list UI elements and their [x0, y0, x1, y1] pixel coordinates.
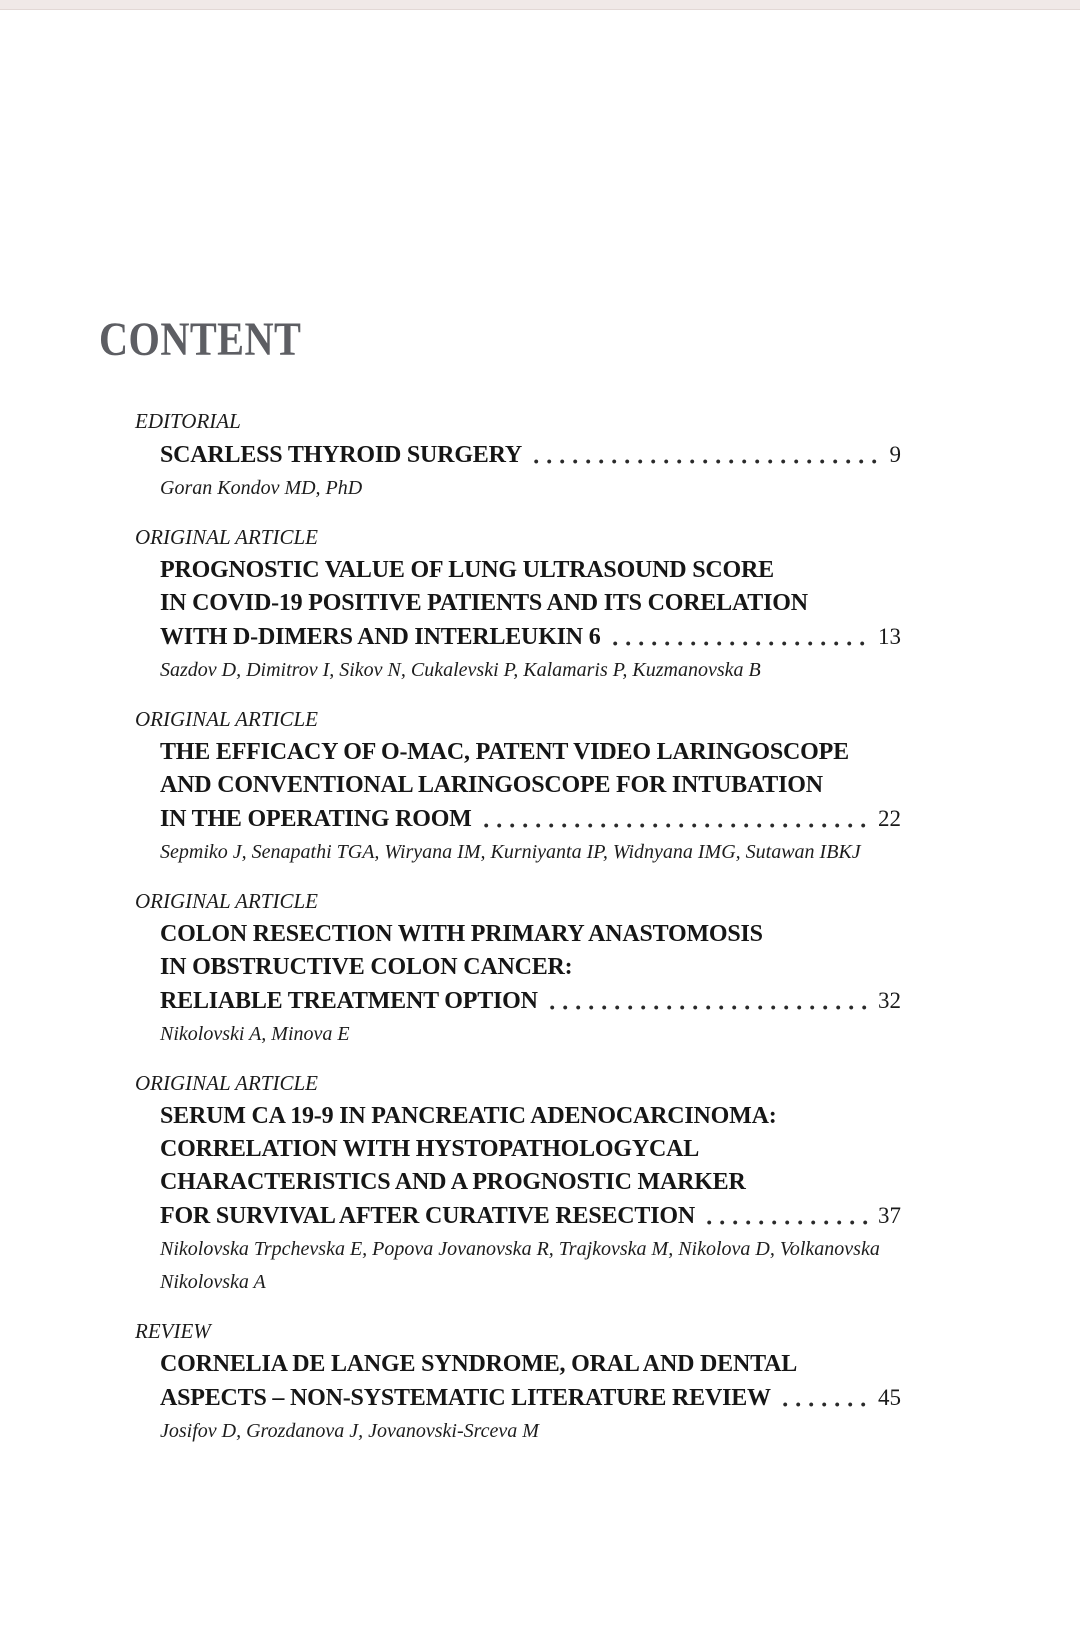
article-title-line: AND CONVENTIONAL LARINGOSCOPE FOR INTUBATION — [160, 772, 823, 798]
section-label: ORIGINAL ARTICLE — [135, 889, 318, 913]
authors-line: Josifov D, Grozdanova J, Jovanovski-Srceva M — [160, 1420, 539, 1442]
dot-leader — [707, 1220, 872, 1225]
article-title-line: IN OBSTRUCTIVE COLON CANCER: — [160, 954, 573, 980]
dot-leader — [783, 1402, 872, 1407]
page-title: CONTENT — [99, 313, 302, 366]
dot-leader — [534, 459, 883, 464]
section-label: ORIGINAL ARTICLE — [135, 1071, 318, 1095]
page-number: 32 — [878, 988, 901, 1013]
toc-entry — [135, 405, 901, 505]
article-title-last-line — [135, 802, 901, 836]
article-title-line: CHARACTERISTICS AND A PROGNOSTIC MARKER — [160, 1169, 746, 1195]
section-label: ORIGINAL ARTICLE — [135, 525, 318, 549]
article-title-line: WITH D-DIMERS AND INTERLEUKIN 6 — [160, 624, 601, 650]
article-title-last-line — [135, 438, 901, 472]
article-title-line: IN THE OPERATING ROOM — [160, 806, 472, 832]
table-of-contents — [135, 405, 901, 1448]
toc-entry — [135, 703, 901, 869]
section-label: EDITORIAL — [135, 409, 241, 433]
article-title-line: SCARLESS THYROID SURGERY — [160, 442, 523, 468]
dot-leader — [550, 1005, 872, 1010]
authors-line: Nikolovska A — [160, 1271, 266, 1293]
article-title-last-line — [135, 984, 901, 1018]
toc-entry — [135, 1067, 901, 1299]
article-title-line: PROGNOSTIC VALUE OF LUNG ULTRASOUND SCORE — [160, 557, 774, 583]
article-title-line: FOR SURVIVAL AFTER CURATIVE RESECTION — [160, 1203, 695, 1229]
article-title-line: ASPECTS – NON-SYSTEMATIC LITERATURE REVIEW — [160, 1385, 771, 1411]
article-title-line: CORNELIA DE LANGE SYNDROME, ORAL AND DENTAL — [160, 1351, 798, 1377]
article-title-line: COLON RESECTION WITH PRIMARY ANASTOMOSIS — [160, 921, 763, 947]
article-title-line: IN COVID-19 POSITIVE PATIENTS AND ITS CORELATION — [160, 590, 808, 616]
article-title-last-line — [135, 1381, 901, 1415]
dot-leader — [484, 823, 872, 828]
article-title-line: RELIABLE TREATMENT OPTION — [160, 988, 538, 1014]
section-label: REVIEW — [135, 1319, 211, 1343]
toc-entry — [135, 521, 901, 687]
page-number: 22 — [878, 806, 901, 831]
article-title-line: CORRELATION WITH HYSTOPATHOLOGYCAL — [160, 1136, 700, 1162]
article-title-last-line — [135, 1199, 901, 1233]
authors-line: Nikolovski A, Minova E — [160, 1023, 350, 1045]
toc-entry — [135, 885, 901, 1051]
authors-line: Sazdov D, Dimitrov I, Sikov N, Cukalevski P, Kalamaris P, Kuzmanovska B — [160, 659, 761, 681]
article-title-last-line — [135, 620, 901, 654]
authors-line: Goran Kondov MD, PhD — [160, 477, 363, 499]
dot-leader — [613, 641, 872, 646]
page-number: 37 — [878, 1203, 901, 1228]
authors-line: Nikolovska Trpchevska E, Popova Jovanovska R, Trajkovska M, Nikolova D, Volkanovska — [160, 1238, 880, 1260]
page-number: 45 — [878, 1385, 901, 1410]
toc-entry — [135, 1315, 901, 1448]
article-title-line: SERUM CA 19-9 IN PANCREATIC ADENOCARCINOMA: — [160, 1103, 777, 1129]
page-number: 13 — [878, 624, 901, 649]
authors-line: Sepmiko J, Senapathi TGA, Wiryana IM, Kurniyanta IP, Widnyana IMG, Sutawan IBKJ — [160, 841, 861, 863]
article-title-line: THE EFFICACY OF O-MAC, PATENT VIDEO LARINGOSCOPE — [160, 739, 849, 765]
section-label: ORIGINAL ARTICLE — [135, 707, 318, 731]
top-edge-strip — [0, 0, 1080, 10]
page-number: 9 — [889, 442, 901, 467]
